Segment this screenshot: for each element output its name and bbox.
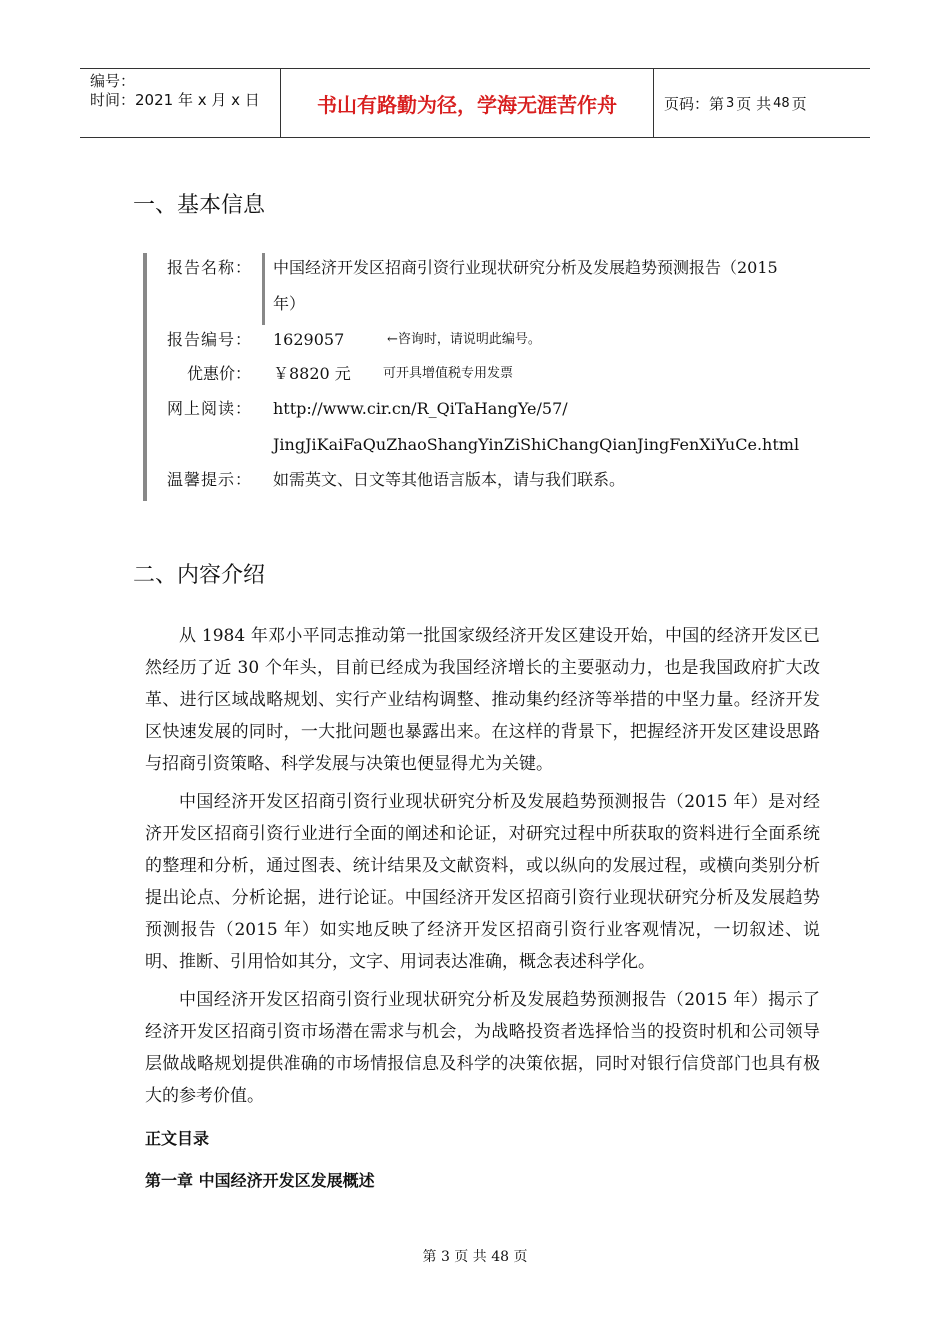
price-label: 优惠价： <box>186 364 251 383</box>
chapter-1-title: 第一章 中国经济开发区发展概述 <box>145 1171 375 1190</box>
url-line2[interactable]: JingJiKaiFaQuZhaoShangYinZiShiChangQianJingFenXiYuCe.html <box>273 435 800 454</box>
page-mid: 页 共 <box>736 94 772 113</box>
page-header <box>80 68 870 138</box>
code-note: ←咨询时，请说明此编号。 <box>387 332 541 347</box>
page-footer: 第 3 页 共 48 页 <box>422 1249 528 1265</box>
number-label: 编号： <box>90 72 136 90</box>
code-value: 1629057 <box>273 330 345 349</box>
toc-title: 正文目录 <box>145 1129 210 1148</box>
name-line1: 中国经济开发区招商引资行业现状研究分析及发展趋势预测报告（2015 <box>273 258 778 277</box>
info-block <box>143 253 847 501</box>
title-divider <box>262 253 265 325</box>
url-line1[interactable]: http://www.cir.cn/R_QiTaHangYe/57/ <box>273 399 568 418</box>
header-page-info <box>654 69 870 137</box>
header-motto: 书山有路勤为径，学海无涯苦作舟 <box>281 69 654 137</box>
code-label: 报告编号： <box>167 330 251 349</box>
header-meta <box>80 69 281 137</box>
time-label: 时间：2021 年 x 月 x 日 <box>90 91 260 109</box>
page-prefix: 页码：第 <box>664 94 725 113</box>
page-suffix: 页 <box>791 94 807 113</box>
section-title-content-intro: 二、内容介绍 <box>133 563 266 588</box>
page-current: 3 <box>726 95 735 111</box>
section-title-basic-info: 一、基本信息 <box>133 193 266 218</box>
paragraph-3: 中国经济开发区招商引资行业现状研究分析及发展趋势预测报告（2015 年）揭示了经济开发区招商引资市场潜在需求与机会，为战略投资者选择恰当的投资时机和公司领导层做战略规划提供准确的市场情报信息及科学的决策依据，同时对银行信贷部门也具有极大的参考价值。 <box>145 990 820 1106</box>
tip-value: 如需英文、日文等其他语言版本，请与我们联系。 <box>273 470 626 489</box>
name-line2: 年） <box>273 294 306 313</box>
price-value: ￥8820 元 <box>273 364 351 383</box>
tip-label: 温馨提示： <box>167 470 251 489</box>
page-total: 48 <box>773 95 790 111</box>
name-label: 报告名称： <box>167 258 251 277</box>
paragraph-1: 从 1984 年邓小平同志推动第一批国家级经济开发区建设开始，中国的经济开发区已然经历了近 30 个年头，目前已经成为我国经济增长的主要驱动力，也是我国政府扩大改革、进行区域战略规划、实行产业结构调整、推动集约经济等举措的中坚力量。经济开发区快速发展的同时，一大批问题也暴露出来。在这样的背景下，把握经济开发区建设思路与招商引资策略、科学发展与决策也便显得尤为关键。 <box>145 626 820 774</box>
paragraph-2: 中国经济开发区招商引资行业现状研究分析及发展趋势预测报告（2015 年）是对经济开发区招商引资行业进行全面的阐述和论证，对研究过程中所获取的资料进行全面系统的整理和分析，通过图表、统计结果及文献资料，或以纵向的发展过程，或横向类别分析提出论点、分析论据，进行论证。中国经济开发区招商引资行业现状研究分析及发展趋势预测报告（2015 年）如实地反映了经济开发区招商引资行业客观情况，一切叙述、说明、推断、引用恰如其分，文字、用词表达准确，概念表述科学化。 <box>145 792 820 972</box>
url-label: 网上阅读： <box>167 399 251 418</box>
price-note: 可开具增值税专用发票 <box>383 366 514 381</box>
